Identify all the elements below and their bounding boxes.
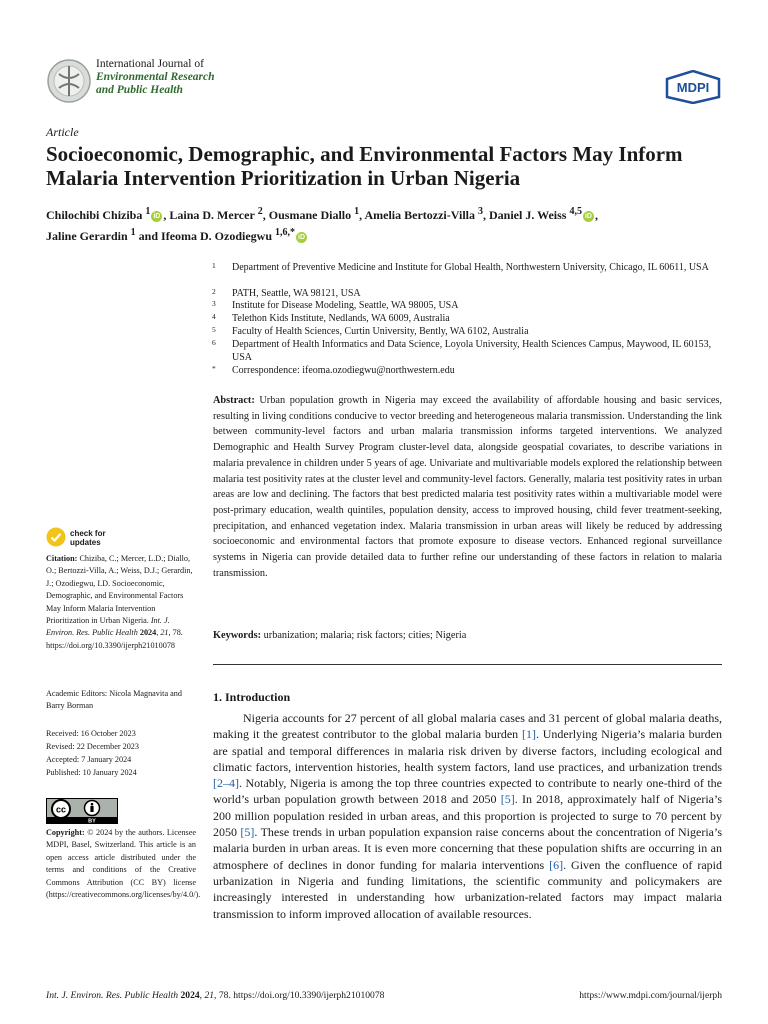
received-date: Received: 16 October 2023 xyxy=(46,729,136,738)
accepted-date: Accepted: 7 January 2024 xyxy=(46,755,132,764)
journal-line-2: Environmental Research xyxy=(96,71,215,83)
article-type: Article xyxy=(46,125,79,139)
author-name: Daniel J. Weiss xyxy=(488,208,567,222)
author-name: Jaline Gerardin xyxy=(46,229,128,243)
footer-journal-url[interactable]: https://www.mdpi.com/journal/ijerph xyxy=(579,990,722,1001)
journal-name xyxy=(96,58,215,97)
affiliation: 5 Faculty of Health Sciences, Curtin University, Bently, WA 6102, Australia xyxy=(212,325,529,337)
mdpi-logo xyxy=(665,70,721,104)
orcid-icon[interactable]: iD xyxy=(153,213,161,220)
footer-citation: Int. J. Environ. Res. Public Health 2024, 21, 78. https://doi.org/10.3390/ijerph21010078 xyxy=(46,990,385,1001)
abstract-text: Urban population growth in Nigeria may exceed the availability of affordable housing and basic services, resulting in living conditions conducive to vector breeding and heterogeneous malaria transmission. Understanding the link between community-level factors and urban malaria transmission informs targeted interventions. We analyzed Demographic and Health Survey Program cluster-level data, alongside geospatial covariates, to describe variations in malaria prevalence in children under 5 years of age. Univariate and multivariable models explored the relationship between malaria test positivity rates at the cluster level and community-level factors. Generally, malaria test positivity rates in urban areas are low and declining. The factors that best predicted malaria test positivity rates within a multivariable model were post-primary education, wealth quintiles, population density, access to improved housing, child fever treatment-seeking, precipitation, and enhanced vegetation index. Malaria transmission in urban areas will likely be reduced by addressing socioeconomic and environmental factors that promote exposure to disease vectors. Enhanced regional surveillance systems in Nigeria can provide detailed data to further refine our understanding of these factors in relation to malaria transmission. xyxy=(213,395,722,579)
journal-line-1: International Journal of xyxy=(96,58,204,70)
copyright-notice: Copyright: © 2024 by the authors. Licensee MDPI, Basel, Switzerland. This article is an open access article distributed under the terms and conditions of the Creative Commons Attribution (CC BY) license (https://creativecommons.org/licenses/by/4.0/). xyxy=(46,828,201,900)
author-affiliation-mark: 2 xyxy=(257,206,263,217)
keywords xyxy=(213,630,722,641)
intro-paragraph: Nigeria accounts for 27 percent of all global malaria cases and 31 percent of global malaria deaths, making it the greatest contributor to the global malaria burden [1]. Underlying Nigeria’s malaria burden are spatial and temporal differences in malaria risk driven by diverse factors, including ecological and climatic factors, intervention histories, health system factors, land use practices, and urbanization trends [2–4]. Notably, Nigeria is among the top three countries expected to contribute to nearly one-third of the world’s urban population growth between 2018 and 2050 [5]. In 2018, approximately half of Nigeria’s 200 million population resided in urban areas, and this proportion is projected to surge to 70 percent by 2050 [5]. These trends in urban population expansion raise concerns about the concentration of Nigeria’s malaria burden in urban areas. It is even more concerning that these population shifts are occurring in an atmosphere of declines in donor funding for malaria interventions [6]. Given the confluence of rapid urbanization in Nigeria and funding limitations, the scientific community and policymakers are increasingly interested in understanding how urbanization-related factors may impact malaria transmission to inform improved allocation of available resources. xyxy=(213,711,723,921)
citation-link[interactable]: [1] xyxy=(521,727,536,742)
keywords-text: urbanization; malaria; risk factors; cities; Nigeria xyxy=(263,630,467,641)
author-name: Chilochibi Chiziba xyxy=(46,208,143,222)
author-affiliation-mark: 3 xyxy=(477,206,483,217)
by-icon: BY xyxy=(88,818,96,824)
author-name: Ousmane Diallo xyxy=(268,208,352,222)
published-date: Published: 10 January 2024 xyxy=(46,768,137,777)
author-name: Ifeoma D. Ozodiegwu xyxy=(161,229,273,243)
author-affiliation-mark: 1 xyxy=(145,206,151,217)
author-affiliation-mark: 1 xyxy=(354,206,360,217)
affiliation: 3 Institute for Disease Modeling, Seattle, WA 98005, USA xyxy=(212,299,459,311)
author-list: Chilochibi Chiziba $^1$ iD , Laina D. Mercer $^2$, Ousmane Diallo $^1$, Amelia Bertozzi-Villa $^3$, Daniel J. Weiss $^{4,5}$ iD , Jaline Gerardin $^1$ and Ifeoma D. Ozodiegwu $^{1,6,*}$ iD xyxy=(46,206,598,243)
citation: Citation: Chiziba, C.; Mercer, L.D.; Diallo, O.; Bertozzi-Villa, A.; Weiss, D.J.; Gerardin, J.; Ozodiegwu, I.D. Socioeconomic, Demographic, and Environmental Factors May Inform Malaria Intervention Prioritization in Urban Nigeria. Int. J. Environ. Res. Public Health 2024, 21, 78. https://doi.org/10.3390/ijerph21010078 xyxy=(46,554,193,650)
cc-by-badge[interactable] xyxy=(46,798,118,824)
citation-link[interactable]: [5] xyxy=(500,792,515,807)
mdpi-logo-text: MDPI xyxy=(676,80,710,95)
check-updates-icon xyxy=(46,527,66,547)
check-updates-label: check for updates xyxy=(70,529,106,547)
author-affiliation-mark: 1 xyxy=(130,227,136,238)
author-affiliation-mark: 4,5 xyxy=(569,206,582,217)
affiliation: 4 Telethon Kids Institute, Nedlands, WA 6009, Australia xyxy=(212,312,450,324)
affiliation: 2 PATH, Seattle, WA 98121, USA xyxy=(212,287,361,299)
affiliation: 6 Department of Health Informatics and Data Science, Loyola University, Health Sciences Campus, Maywood, IL 60153, USA xyxy=(212,338,712,363)
author-affiliation-mark: 1,6,* xyxy=(275,227,296,238)
revised-date: Revised: 22 December 2023 xyxy=(46,742,139,751)
abstract-label: Abstract: xyxy=(213,395,255,406)
author-name: Amelia Bertozzi-Villa xyxy=(364,208,475,222)
check-for-updates-button[interactable] xyxy=(46,527,166,549)
author-conjunction: and xyxy=(138,229,159,243)
citation-link[interactable]: [5] xyxy=(240,825,255,840)
author-name: Laina D. Mercer xyxy=(169,208,255,222)
abstract xyxy=(213,393,722,581)
divider xyxy=(213,664,722,665)
journal-logo xyxy=(46,58,92,104)
orcid-icon[interactable]: iD xyxy=(584,213,592,220)
page-title: Socioeconomic, Demographic, and Environmental Factors May Inform Malaria Intervention Prioritization in Urban Nigeria xyxy=(46,142,683,190)
citation-link[interactable]: [6] xyxy=(549,857,564,872)
orcid-icon[interactable]: iD xyxy=(298,234,306,241)
section-heading: 1. Introduction xyxy=(213,690,291,704)
citation-label: Citation: xyxy=(46,554,78,563)
keywords-label: Keywords: xyxy=(213,630,262,641)
correspondence: * Correspondence: ifeoma.ozodiegwu@northwestern.edu xyxy=(212,364,455,376)
academic-editors: Academic Editors: Nicola Magnavita and Barry Borman xyxy=(46,689,182,711)
copyright-label: Copyright: xyxy=(46,828,85,837)
citation-link[interactable]: [2–4] xyxy=(213,776,239,791)
cc-icon: cc xyxy=(55,804,67,815)
affiliation: 1 Department of Preventive Medicine and Institute for Global Health, Northwestern University, Chicago, IL 60611, USA xyxy=(212,261,709,273)
journal-line-3: and Public Health xyxy=(96,84,183,96)
